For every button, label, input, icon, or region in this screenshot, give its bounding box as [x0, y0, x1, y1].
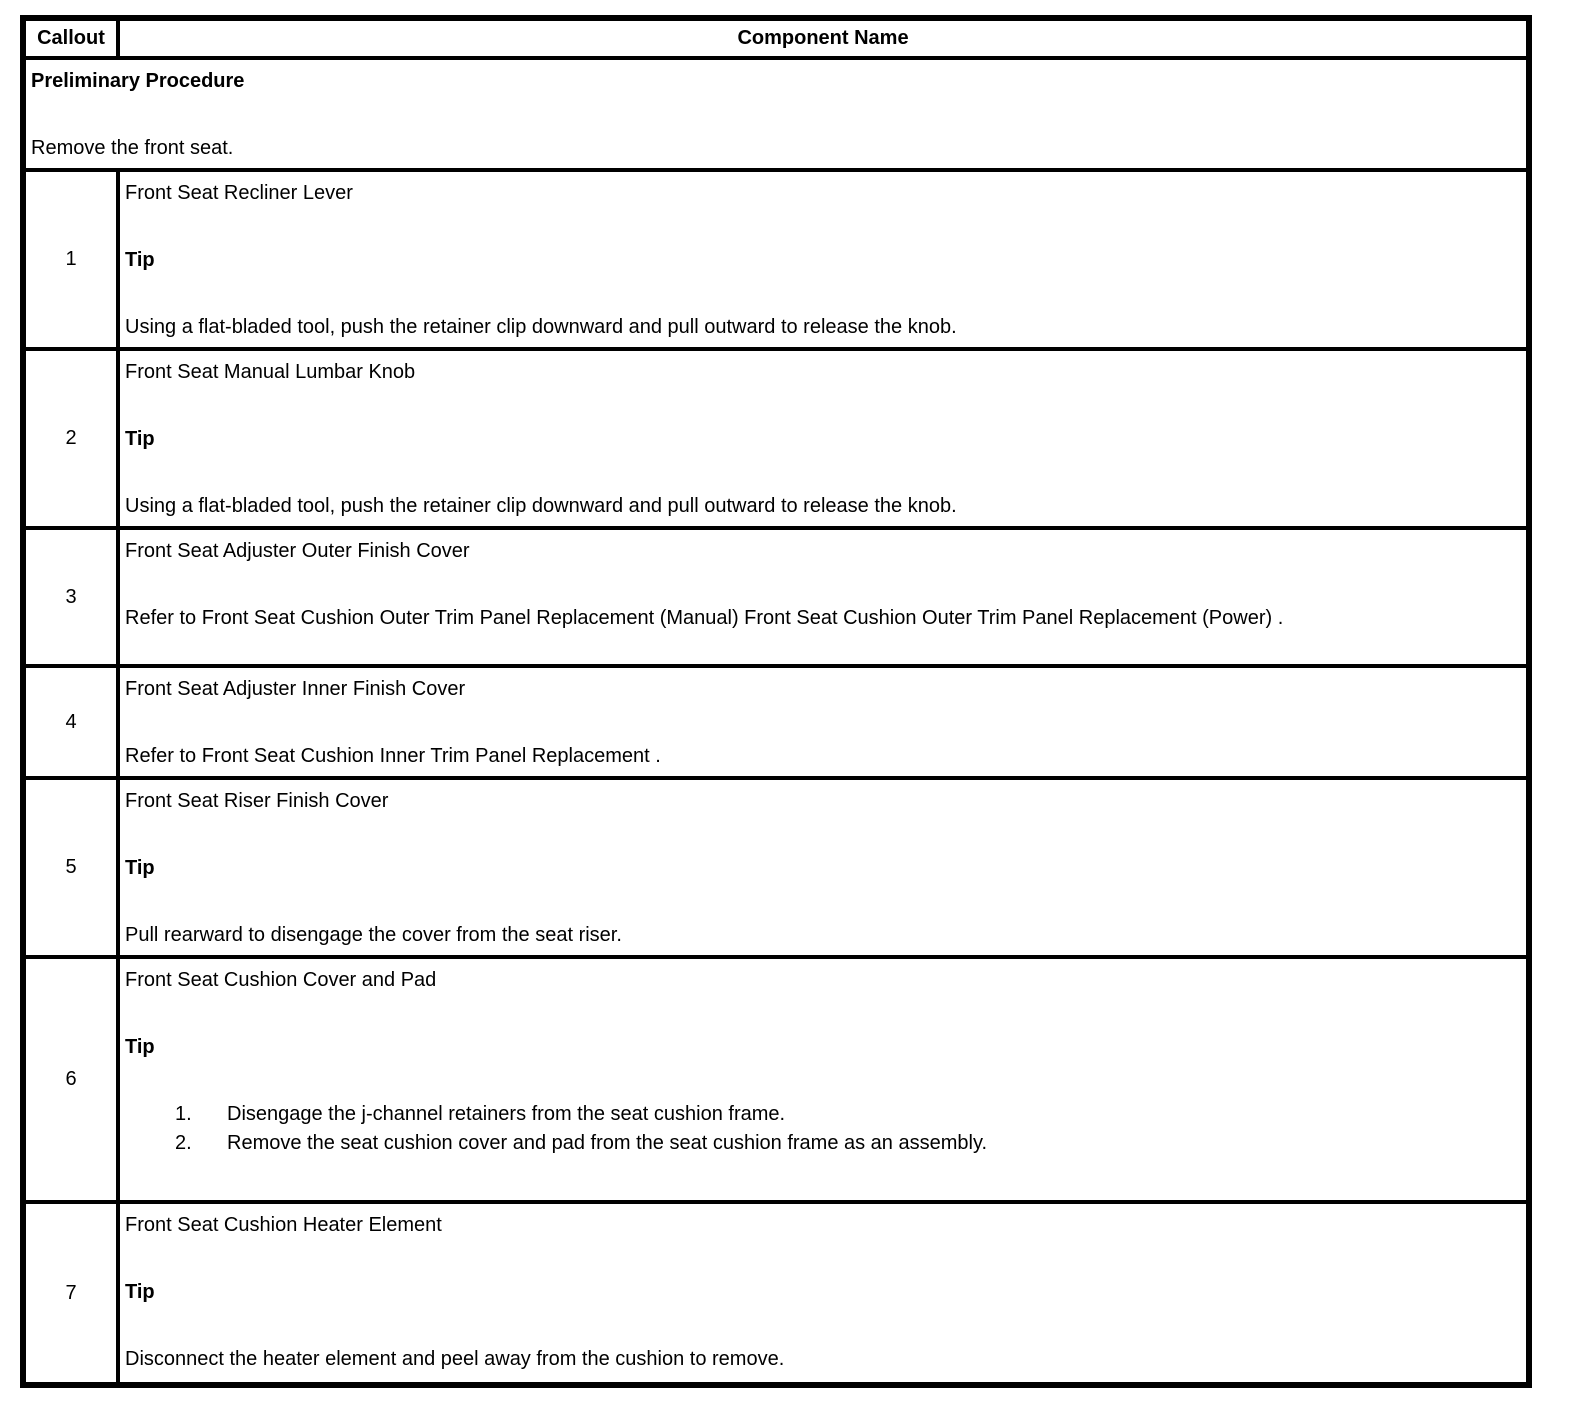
refer-text: Refer to Front Seat Cushion Inner Trim Panel Replacement .	[125, 745, 661, 767]
step-number: 2.	[175, 1132, 192, 1154]
preliminary-procedure-row	[23, 58, 1529, 170]
table-row	[23, 528, 1529, 666]
preliminary-procedure-title: Preliminary Procedure	[31, 70, 245, 92]
table-row	[23, 666, 1529, 778]
tip-label: Tip	[125, 1281, 155, 1303]
tip-label: Tip	[125, 857, 155, 879]
component-cell	[118, 1202, 1529, 1385]
callout-number: 7	[23, 1202, 118, 1385]
component-cell	[118, 528, 1529, 666]
table-row	[23, 778, 1529, 957]
tip-text: Using a flat-bladed tool, push the retainer clip downward and pull outward to release the knob.	[125, 495, 957, 517]
callout-number: 2	[23, 349, 118, 528]
preliminary-procedure-text: Remove the front seat.	[31, 137, 234, 159]
callout-number: 6	[23, 957, 118, 1202]
component-name: Front Seat Riser Finish Cover	[125, 790, 389, 812]
tip-label: Tip	[125, 249, 155, 271]
tip-step-list	[125, 1100, 1516, 1158]
component-cell	[118, 957, 1529, 1202]
table-row	[23, 1202, 1529, 1385]
tip-text: Disconnect the heater element and peel away from the cushion to remove.	[125, 1348, 785, 1370]
component-cell	[118, 666, 1529, 778]
callout-number: 5	[23, 778, 118, 957]
component-name-column-header: Component Name	[118, 18, 1529, 58]
table-row	[23, 957, 1529, 1202]
table-row	[23, 170, 1529, 349]
component-callout-table	[20, 15, 1532, 1388]
component-name: Front Seat Adjuster Inner Finish Cover	[125, 678, 466, 700]
step-number: 1.	[175, 1103, 192, 1125]
tip-step	[125, 1129, 1516, 1158]
component-name: Front Seat Adjuster Outer Finish Cover	[125, 540, 470, 562]
component-name: Front Seat Manual Lumbar Knob	[125, 361, 416, 383]
callout-column-header: Callout	[23, 18, 118, 58]
component-name: Front Seat Cushion Cover and Pad	[125, 969, 437, 991]
callout-number: 3	[23, 528, 118, 666]
step-text: Remove the seat cushion cover and pad from the seat cushion frame as an assembly.	[227, 1132, 988, 1154]
tip-step	[125, 1100, 1516, 1129]
tip-label: Tip	[125, 428, 155, 450]
step-text: Disengage the j-channel retainers from the seat cushion frame.	[227, 1103, 786, 1125]
callout-number: 4	[23, 666, 118, 778]
tip-text: Using a flat-bladed tool, push the retainer clip downward and pull outward to release the knob.	[125, 316, 957, 338]
tip-text: Pull rearward to disengage the cover from the seat riser.	[125, 924, 622, 946]
component-cell	[118, 349, 1529, 528]
table-row	[23, 349, 1529, 528]
component-name: Front Seat Cushion Heater Element	[125, 1214, 442, 1236]
component-cell	[118, 778, 1529, 957]
callout-number: 1	[23, 170, 118, 349]
table-header-row	[23, 18, 1529, 58]
tip-label: Tip	[125, 1036, 155, 1058]
refer-text: Refer to Front Seat Cushion Outer Trim Panel Replacement (Manual) Front Seat Cushion Outer Trim Panel Replacement (Power) .	[125, 607, 1284, 629]
component-cell	[118, 170, 1529, 349]
component-name: Front Seat Recliner Lever	[125, 182, 353, 204]
preliminary-procedure-cell	[23, 58, 1529, 170]
